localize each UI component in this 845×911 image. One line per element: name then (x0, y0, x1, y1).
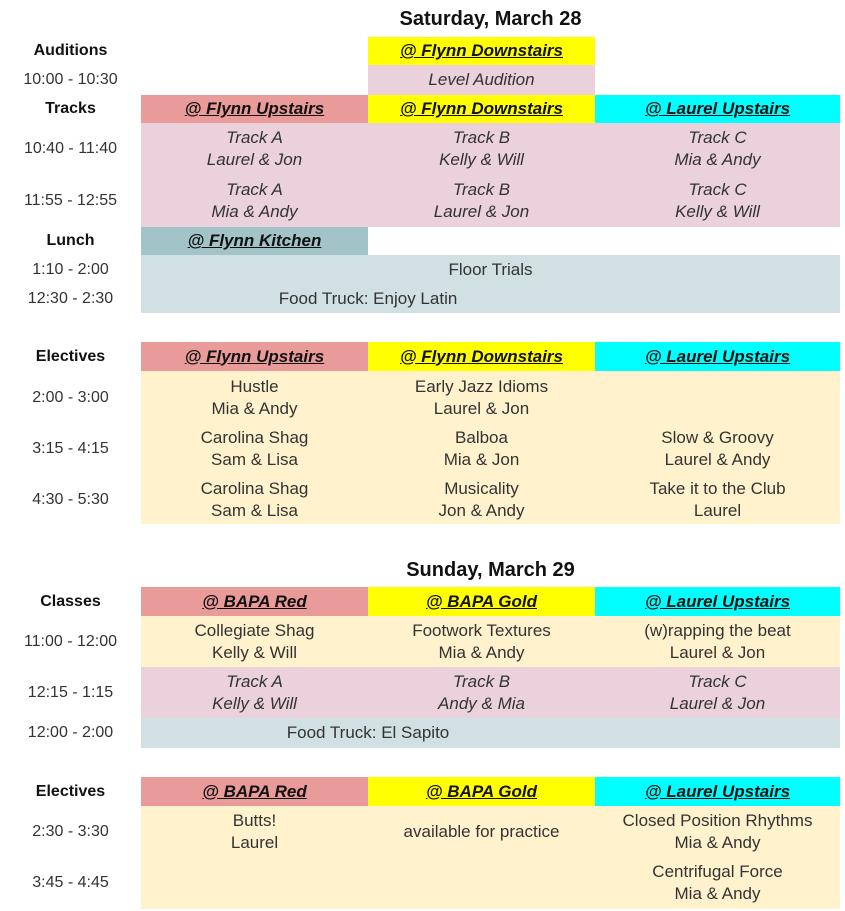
track-name: Track A (226, 671, 283, 691)
classes-location-laurel-upstairs: @ Laurel Upstairs (595, 587, 840, 616)
track-name: Track A (226, 128, 283, 147)
elective-cell (595, 857, 840, 909)
saturday-title: Saturday, March 28 (399, 7, 582, 30)
classes-location-bapa-red: @ BAPA Red (141, 587, 368, 616)
class-name: Carolina Shag (200, 478, 309, 498)
class-instructors: Mia & Andy (211, 398, 298, 418)
class-name: Footwork Textures (412, 620, 551, 640)
electives-label: Electives (35, 347, 106, 365)
track-instructors: Laurel & Jon (669, 693, 766, 713)
track-instructors: Laurel & Jon (433, 202, 530, 221)
floor-trials: Floor Trials (448, 259, 533, 279)
class-name: Hustle (230, 376, 279, 396)
class-instructors: Mia & Jon (443, 449, 520, 469)
floor-trials-time: 1:10 - 2:00 (32, 260, 109, 278)
practice-note: available for practice (403, 821, 560, 841)
elective-cell (368, 474, 595, 525)
tracks-label: Tracks (45, 100, 96, 117)
track-name: Track C (688, 180, 747, 199)
track-cell (141, 175, 368, 227)
electives-time-2: 3:15 - 4:15 (32, 439, 109, 457)
electives-location-flynn-downstairs: @ Flynn Downstairs (368, 342, 595, 371)
class-name: Centrifugal Force (652, 862, 783, 881)
class-instructors: Laurel & Jon (669, 642, 766, 662)
tracks-location-laurel-upstairs: @ Laurel Upstairs (595, 95, 840, 123)
track-cell (368, 123, 595, 175)
elective-cell (595, 806, 840, 857)
track-name: Track B (452, 180, 511, 199)
class-name: Take it to the Club (649, 478, 786, 498)
lunch-label: Lunch (46, 232, 95, 249)
classes-time-1: 11:00 - 12:00 (23, 632, 118, 650)
elective-cell (368, 372, 595, 423)
track-name: Track C (688, 128, 747, 147)
track-instructors: Laurel & Jon (206, 150, 303, 169)
class-instructors: Laurel (230, 832, 279, 852)
class-name: (w)rapping the beat (644, 620, 791, 640)
elective-cell (141, 806, 368, 857)
class-instructors: Jon & Andy (438, 500, 525, 520)
food-truck: Food Truck: Enjoy Latin (278, 288, 458, 308)
class-name: Collegiate Shag (194, 620, 315, 640)
tracks-time-2: 11:55 - 12:55 (23, 192, 118, 209)
class-instructors: Laurel & Jon (433, 398, 530, 418)
auditions-label: Auditions (33, 42, 108, 59)
classes-label: Classes (40, 592, 101, 610)
class-instructors: Mia & Andy (438, 642, 525, 662)
track-name: Track C (688, 671, 747, 691)
class-name: Butts! (232, 810, 277, 830)
elective-cell (141, 372, 368, 423)
classes-time-2: 12:15 - 1:15 (27, 683, 114, 701)
audition-time: 10:00 - 10:30 (23, 71, 118, 88)
sunday-title: Sunday, March 29 (406, 558, 575, 581)
track-cell (595, 175, 840, 227)
class-name: Carolina Shag (200, 427, 309, 447)
tracks-location-flynn-upstairs: @ Flynn Upstairs (141, 95, 368, 123)
track-cell (141, 667, 368, 718)
track-name: Track B (452, 671, 511, 691)
sunday-electives-location-bapa-gold: @ BAPA Gold (368, 777, 595, 806)
sunday-electives-time-2: 3:45 - 4:45 (32, 874, 109, 891)
sunday-electives-label: Electives (35, 782, 106, 800)
class-instructors: Sam & Lisa (211, 500, 298, 520)
track-cell (595, 123, 840, 175)
tracks-location-flynn-downstairs: @ Flynn Downstairs (368, 95, 595, 123)
lunch-location: @ Flynn Kitchen (141, 227, 368, 255)
class-name: Closed Position Rhythms (622, 810, 813, 830)
elective-cell (141, 423, 368, 474)
track-instructors: Kelly & Will (439, 150, 524, 169)
sunday-electives-location-bapa-red: @ BAPA Red (141, 777, 368, 806)
electives-time-3: 4:30 - 5:30 (32, 490, 109, 508)
track-cell (141, 123, 368, 175)
auditions-location: @ Flynn Downstairs (368, 37, 595, 65)
class-name: Slow & Groovy (661, 427, 774, 447)
class-instructors: Mia & Andy (674, 832, 761, 852)
elective-cell (368, 806, 595, 857)
level-audition: Level Audition (368, 65, 595, 95)
track-instructors: Kelly & Will (675, 202, 760, 221)
track-cell (595, 667, 840, 718)
sunday-food-truck-time: 12:00 - 2:00 (27, 724, 114, 741)
class-cell (595, 616, 840, 667)
class-instructors: Mia & Andy (674, 884, 761, 903)
track-name: Track B (452, 128, 511, 147)
track-instructors: Andy & Mia (438, 693, 525, 713)
class-cell (368, 616, 595, 667)
track-cell (368, 667, 595, 718)
class-instructors: Sam & Lisa (211, 449, 298, 469)
sunday-food-truck: Food Truck: El Sapito (286, 723, 450, 742)
elective-cell (141, 474, 368, 525)
elective-cell (595, 474, 840, 525)
track-name: Track A (226, 180, 283, 199)
track-instructors: Mia & Andy (211, 202, 298, 221)
class-name: Early Jazz Idioms (414, 376, 549, 396)
elective-cell (595, 423, 840, 474)
food-truck-time: 12:30 - 2:30 (27, 289, 114, 307)
track-instructors: Mia & Andy (674, 150, 761, 169)
classes-location-bapa-gold: @ BAPA Gold (368, 587, 595, 616)
track-cell (368, 175, 595, 227)
electives-location-laurel-upstairs: @ Laurel Upstairs (595, 342, 840, 371)
sunday-electives-location-laurel-upstairs: @ Laurel Upstairs (595, 777, 840, 806)
tracks-time-1: 10:40 - 11:40 (23, 140, 118, 157)
class-instructors: Kelly & Will (211, 642, 297, 662)
class-instructors: Laurel & Andy (664, 449, 771, 469)
class-instructors: Laurel (693, 500, 742, 520)
track-instructors: Kelly & Will (212, 693, 297, 713)
class-cell (141, 616, 368, 667)
electives-location-flynn-upstairs: @ Flynn Upstairs (141, 342, 368, 371)
electives-time-1: 2:00 - 3:00 (32, 388, 109, 406)
class-name: Musicality (444, 478, 519, 498)
class-name: Balboa (455, 427, 508, 447)
sunday-electives-time-1: 2:30 - 3:30 (32, 822, 109, 840)
elective-cell (368, 423, 595, 474)
